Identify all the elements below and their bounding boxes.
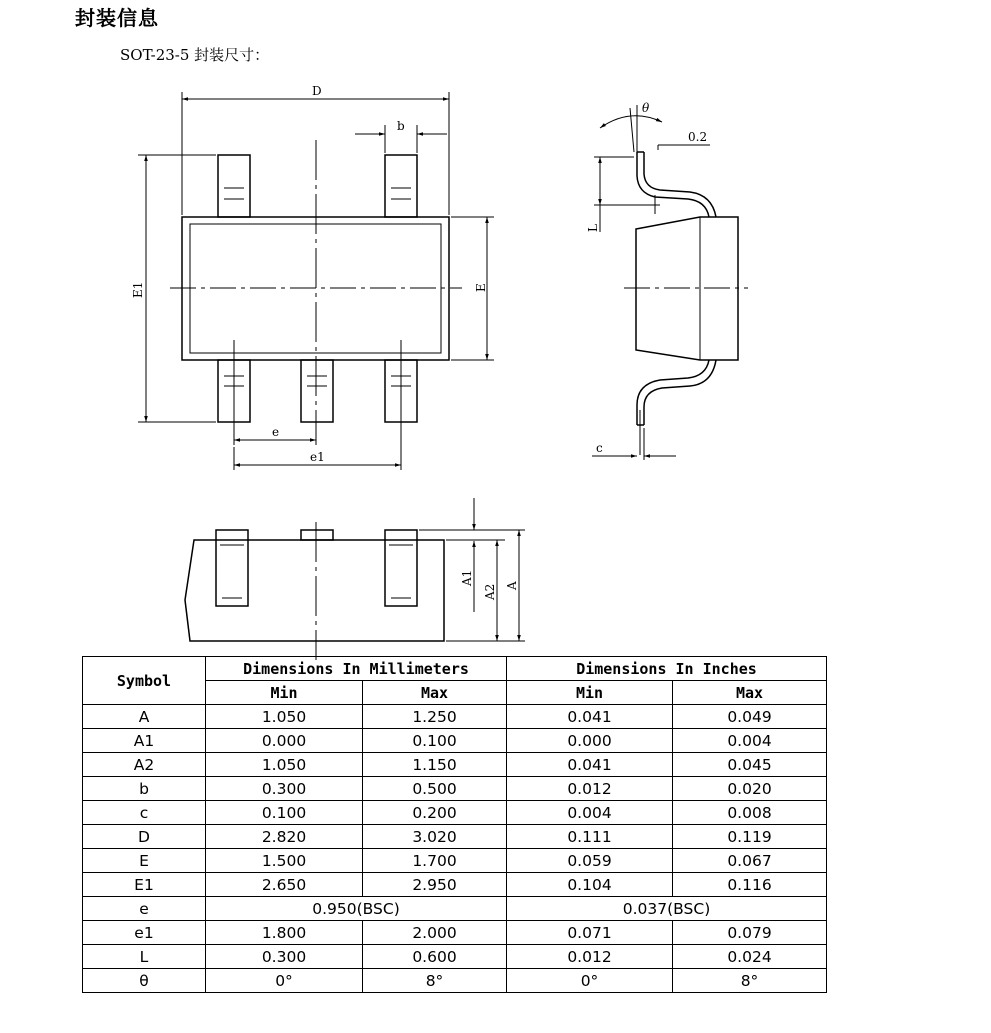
in-max-cell: 8° (673, 969, 827, 993)
in-min-cell: 0° (507, 969, 673, 993)
in-max-cell: 0.045 (673, 753, 827, 777)
table-header-row (83, 657, 827, 681)
in-max-cell: 0.116 (673, 873, 827, 897)
in-min-cell: 0.012 (507, 777, 673, 801)
table-row (83, 705, 827, 729)
in-min-cell: 0.059 (507, 849, 673, 873)
table-row (83, 873, 827, 897)
table-row (83, 825, 827, 849)
mm-max-cell: 3.020 (363, 825, 507, 849)
label-e: e (272, 425, 280, 439)
front-view (185, 498, 525, 660)
mm-min-cell: 0.100 (206, 801, 363, 825)
in-max-cell: 0.119 (673, 825, 827, 849)
symbol-cell: c (83, 801, 206, 825)
dimensions-table (82, 656, 827, 993)
symbol-cell: e (83, 897, 206, 921)
label-c: c (596, 441, 603, 455)
label-b: b (397, 119, 405, 133)
in-min-cell: 0.111 (507, 825, 673, 849)
package-subtitle: SOT-23-5 封装尺寸： (120, 46, 270, 64)
in-min-cell: 0.000 (507, 729, 673, 753)
label-lead-offset: 0.2 (688, 130, 708, 144)
mm-max-cell: 1.250 (363, 705, 507, 729)
mm-max-cell: 0.500 (363, 777, 507, 801)
in-min-cell: 0.004 (507, 801, 673, 825)
symbol-cell: θ (83, 969, 206, 993)
label-theta: θ (642, 101, 650, 115)
symbol-header: Symbol (83, 657, 206, 705)
side-view (592, 105, 748, 460)
mm-max-cell: 1.150 (363, 753, 507, 777)
label-A: A (505, 581, 519, 590)
label-A2: A2 (483, 583, 497, 600)
mm-max-header: Max (363, 681, 507, 705)
label-E: E (474, 283, 488, 292)
in-max-cell: 0.024 (673, 945, 827, 969)
symbol-cell: E1 (83, 873, 206, 897)
mm-max-cell: 1.700 (363, 849, 507, 873)
table-row (83, 849, 827, 873)
label-e1: e1 (310, 450, 325, 464)
mm-min-cell: 1.500 (206, 849, 363, 873)
mm-min-cell: 1.050 (206, 705, 363, 729)
in-bsc-cell: 0.037(BSC) (507, 897, 827, 921)
in-max-header: Max (673, 681, 827, 705)
inch-header: Dimensions In Inches (507, 657, 827, 681)
in-max-cell: 0.008 (673, 801, 827, 825)
mm-min-cell: 1.800 (206, 921, 363, 945)
mm-min-cell: 0° (206, 969, 363, 993)
in-max-cell: 0.049 (673, 705, 827, 729)
mm-min-cell: 2.650 (206, 873, 363, 897)
label-A1: A1 (460, 569, 474, 586)
symbol-cell: E (83, 849, 206, 873)
table-row (83, 921, 827, 945)
symbol-cell: e1 (83, 921, 206, 945)
symbol-cell: A1 (83, 729, 206, 753)
mm-header: Dimensions In Millimeters (206, 657, 507, 681)
table-row (83, 729, 827, 753)
mm-max-cell: 8° (363, 969, 507, 993)
table-row (83, 897, 827, 921)
in-min-cell: 0.012 (507, 945, 673, 969)
table-row (83, 969, 827, 993)
symbol-cell: D (83, 825, 206, 849)
mm-min-cell: 1.050 (206, 753, 363, 777)
mm-min-header: Min (206, 681, 363, 705)
table-row (83, 753, 827, 777)
label-L: L (586, 224, 600, 232)
in-min-cell: 0.071 (507, 921, 673, 945)
in-min-header: Min (507, 681, 673, 705)
mm-max-cell: 2.000 (363, 921, 507, 945)
label-E1: E1 (131, 281, 145, 298)
in-max-cell: 0.079 (673, 921, 827, 945)
in-min-cell: 0.041 (507, 753, 673, 777)
table-row (83, 801, 827, 825)
top-view (138, 92, 494, 470)
mm-min-cell: 0.000 (206, 729, 363, 753)
mm-max-cell: 0.600 (363, 945, 507, 969)
symbol-cell: A (83, 705, 206, 729)
mm-min-cell: 0.300 (206, 945, 363, 969)
mm-max-cell: 0.100 (363, 729, 507, 753)
in-min-cell: 0.041 (507, 705, 673, 729)
in-max-cell: 0.004 (673, 729, 827, 753)
symbol-cell: L (83, 945, 206, 969)
table-row (83, 945, 827, 969)
mm-max-cell: 2.950 (363, 873, 507, 897)
mm-max-cell: 0.200 (363, 801, 507, 825)
in-max-cell: 0.020 (673, 777, 827, 801)
mm-min-cell: 2.820 (206, 825, 363, 849)
symbol-cell: b (83, 777, 206, 801)
table-row (83, 777, 827, 801)
mm-min-cell: 0.300 (206, 777, 363, 801)
symbol-cell: A2 (83, 753, 206, 777)
label-D: D (312, 84, 322, 98)
in-max-cell: 0.067 (673, 849, 827, 873)
in-min-cell: 0.104 (507, 873, 673, 897)
section-heading: 封装信息 (75, 6, 159, 30)
mm-bsc-cell: 0.950(BSC) (206, 897, 507, 921)
